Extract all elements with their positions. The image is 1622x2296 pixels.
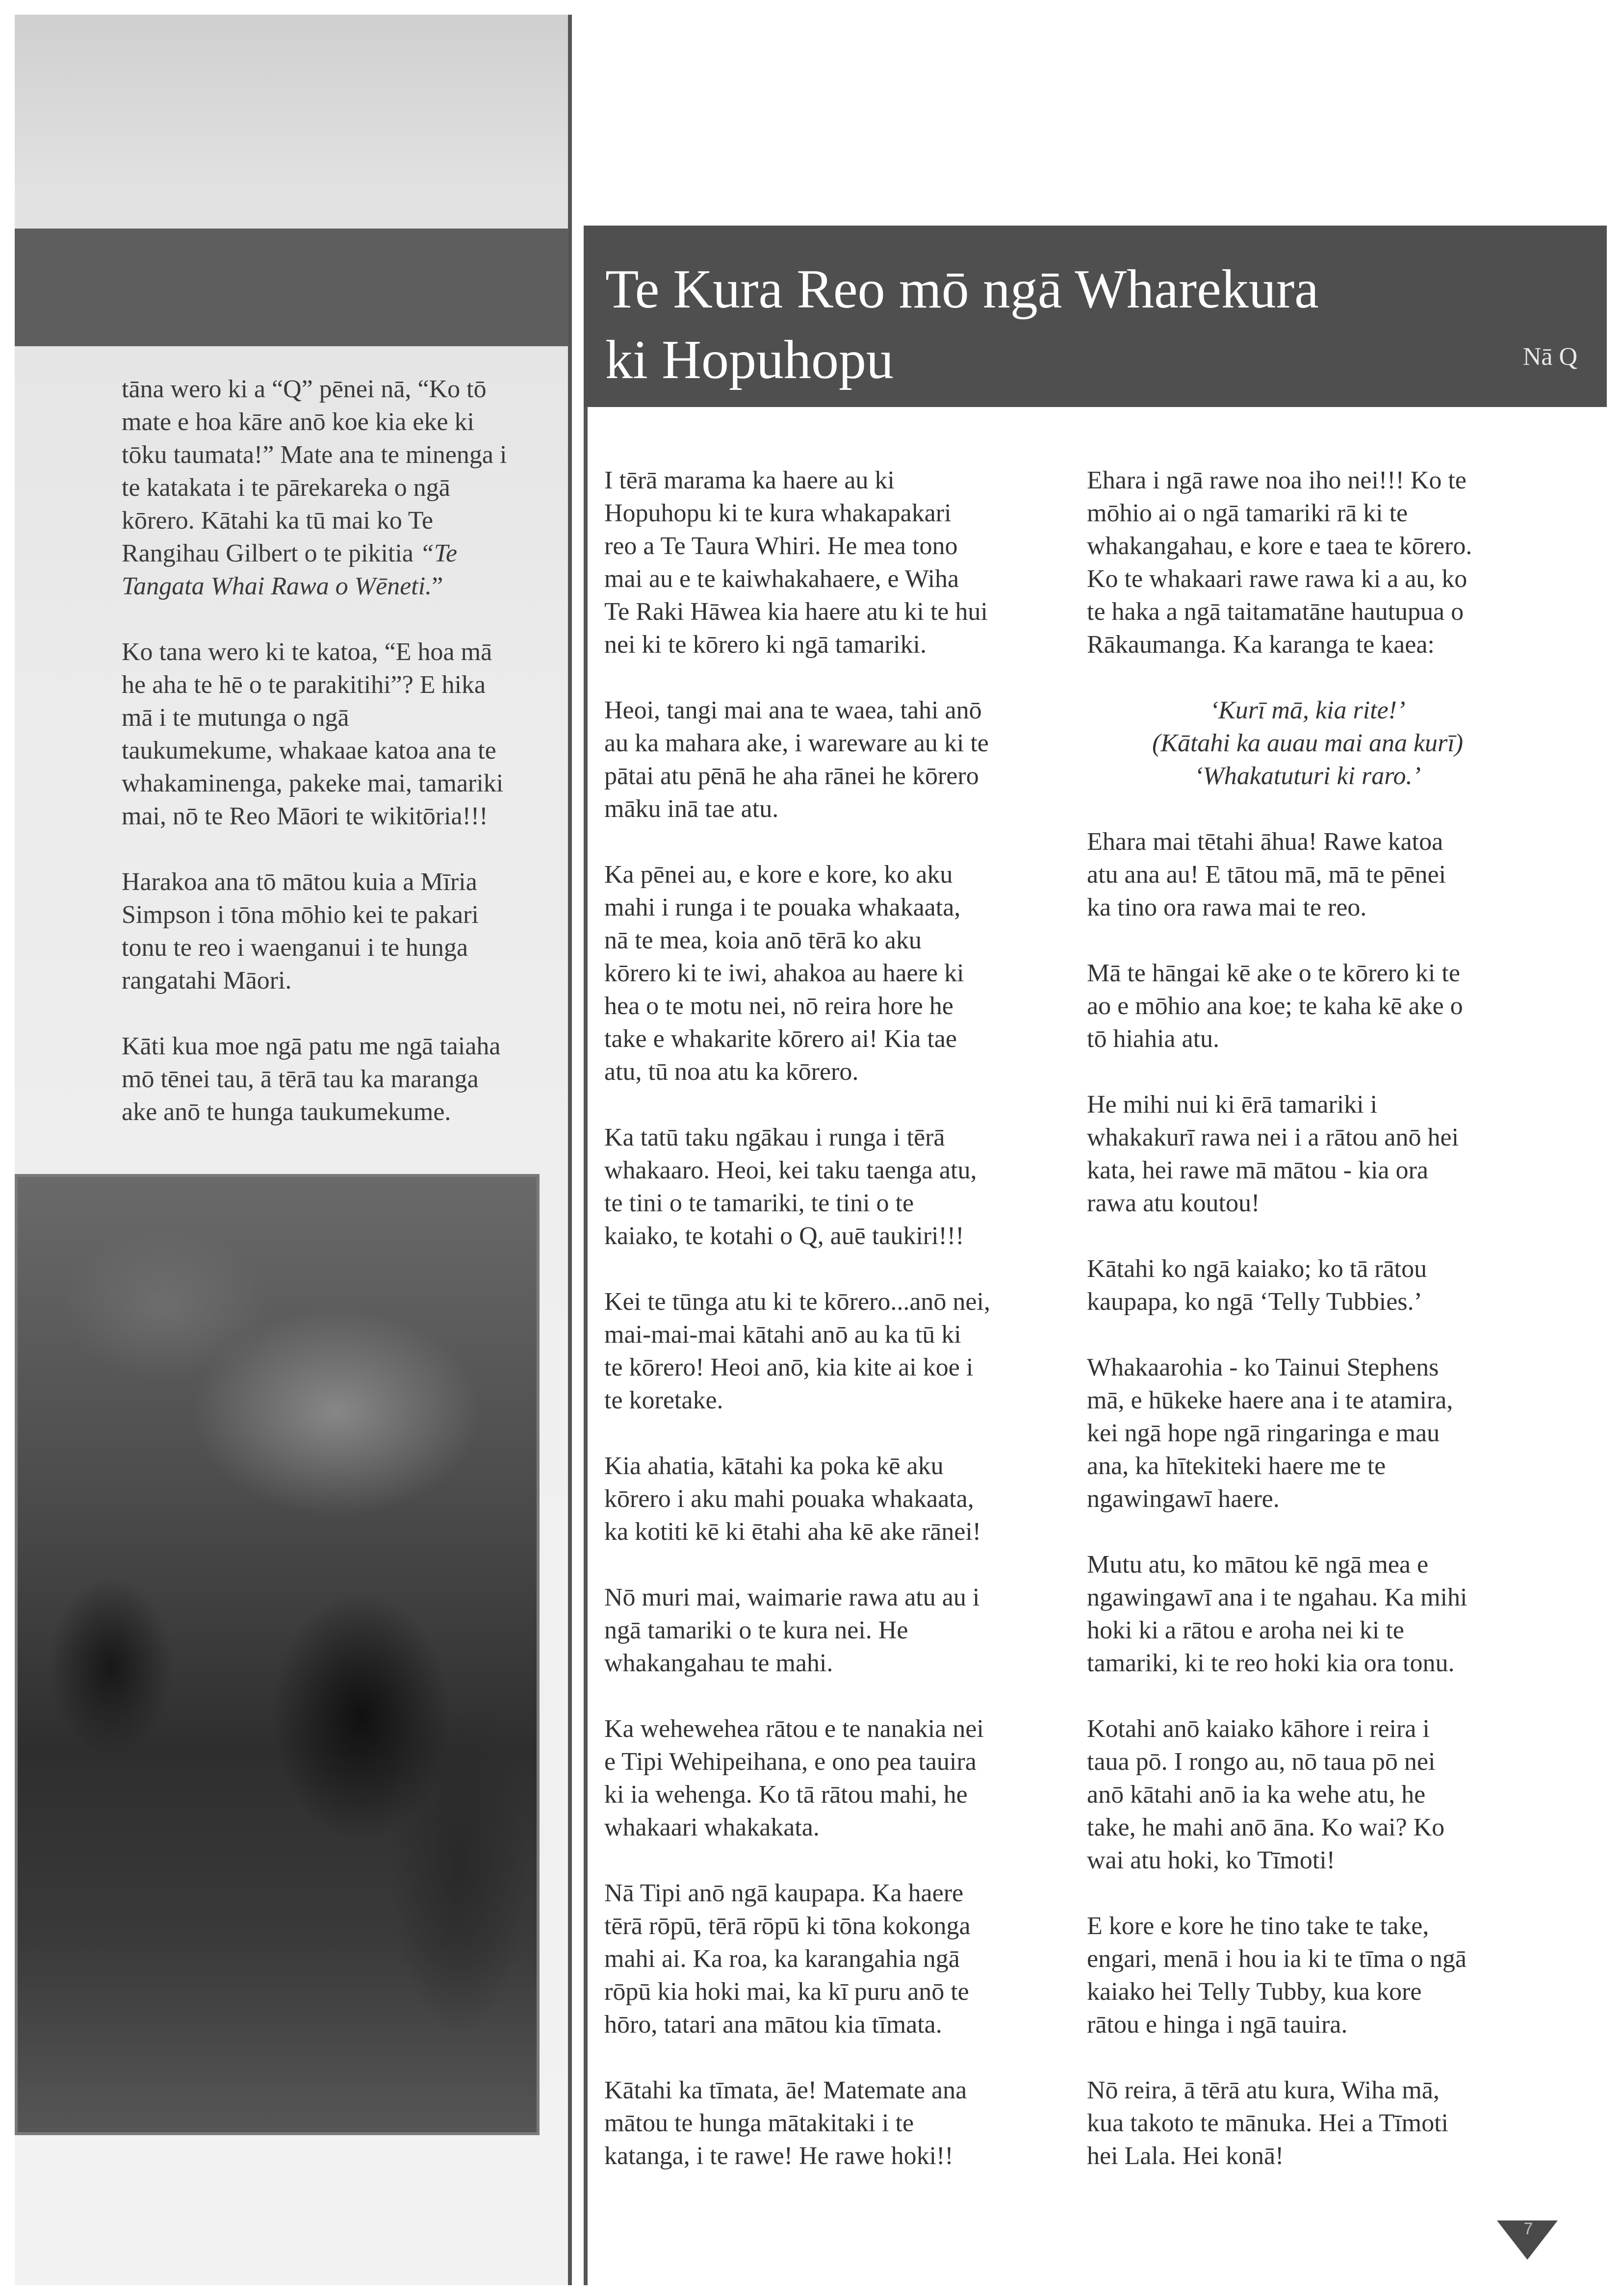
article-column-1 bbox=[604, 464, 1046, 2205]
article-paragraph: Nā Tipi anō ngā kaupapa. Ka haere tērā rōpū, tērā rōpū ki tōna kokonga mahi ai. Ka roa, ka karangahia ngā rōpū kia hoki mai, ka kī puru anō te hōro, tatari ana mātou kia tīmata. bbox=[604, 1879, 971, 2039]
article-paragraph: Kātahi ka tīmata, āe! Matemate ana mātou te hunga mātakitaki i te katanga, i te rawe! He rawe hoki!! bbox=[604, 2076, 967, 2170]
article-paragraph: Nō reira, ā tērā atu kura, Wiha mā, kua takoto te mānuka. Hei a Tīmoti hei Lala. Hei konā! bbox=[1087, 2076, 1448, 2170]
article-paragraph: Whakaarohia - ko Tainui Stephens mā, e hūkeke haere ana i te atamira, kei ngā hope ngā ringaringa e mau ana, ka hītekiteki haere me te ngawingawī haere. bbox=[1087, 1353, 1453, 1513]
article-paragraph: Ehara mai tētahi āhua! Rawe katoa atu ana au! E tātou mā, mā te pēnei ka tino ora rawa mai te reo. bbox=[1087, 828, 1446, 921]
film-title: “Te Tangata Whai Rawa o Wēneti. bbox=[122, 539, 458, 600]
left-paragraph-text: tāna wero ki a “Q” pēnei nā, “Ko tō mate e hoa kāre anō koe kia eke ki tōku taumata!” Mate ana te minenga i te katakata i te pārekareka o ngā kōrero. Kātahi ka tū mai ko Te Rangihau Gilbert o te pikitia bbox=[122, 375, 507, 567]
article-paragraph: Ehara i ngā rawe noa iho nei!!! Ko te mōhio ai o ngā tamariki rā ki te whakangahau, e kore e taea te kōrero. Ko te whakaari rawe rawa ki a au, ko te haka a ngā taitamatāne hautupua o Rākaumanga. Ka karanga te kaea: bbox=[1087, 466, 1472, 659]
left-column-text bbox=[122, 373, 553, 1128]
performance-photo bbox=[15, 1174, 540, 2135]
left-paragraph-text: ” bbox=[432, 572, 443, 600]
article-paragraph: Ka wehewehea rātou e te nanakia nei e Tipi Wehipeihana, e ono pea tauira ki ia wehenga. Ko tā rātou mahi, he whakaari whakakata. bbox=[604, 1715, 984, 1841]
page-number: 7 bbox=[1523, 2219, 1533, 2238]
left-paragraph: Kāti kua moe ngā patu me ngā taiaha mō tēnei tau, ā tērā tau ka maranga ake anō te hunga taukumekume. bbox=[122, 1032, 501, 1126]
article-byline: Nā Q bbox=[1522, 343, 1577, 371]
left-paragraph: Ko tana wero ki te katoa, “E hoa mā he aha te hē o te parakitihi”? E hika mā i te mutunga o ngā taukumekume, whakaae katoa ana te whakaminenga, pakeke mai, tamariki mai, nō te Reo Māori te wikitōria!!! bbox=[122, 638, 504, 830]
column-divider bbox=[584, 407, 588, 2285]
haka-line: (Kātahi ka auau mai ana kurī) bbox=[1152, 729, 1464, 757]
article-paragraph: Kātahi ko ngā kaiako; ko tā rātou kaupapa, ko ngā ‘Telly Tubbies.’ bbox=[1087, 1255, 1427, 1316]
article-paragraph: Kei te tūnga atu ki te kōrero...anō nei, mai-mai-mai kātahi anō au ka tū ki te kōrero! Heoi anō, kia kite ai koe i te koretake. bbox=[604, 1288, 990, 1414]
haka-line: ‘Kurī mā, kia rite!’ bbox=[1210, 696, 1406, 724]
left-paragraph: Harakoa ana tō mātou kuia a Mīria Simpson i tōna mōhio kei te pakari tonu te reo i waenganui i te hunga rangatahi Māori. bbox=[122, 868, 479, 995]
article-paragraph: Mutu atu, ko mātou kē ngā mea e ngawingawī ana i te ngahau. Ka mihi hoki ki a rātou e aroha nei ki te tamariki, ki te reo hoki kia ora tonu. bbox=[1087, 1551, 1468, 1677]
article-paragraph: Kotahi anō kaiako kāhore i reira i taua pō. I rongo au, nō taua pō nei anō kātahi anō ia ka wehe atu, he take, he mahi anō āna. Ko wai? Ko wai atu hoki, ko Tīmoti! bbox=[1087, 1715, 1445, 1874]
article-paragraph: Ka pēnei au, e kore e kore, ko aku mahi i runga i te pouaka whakaata, nā te mea, koia anō tērā ko aku kōrero ki te iwi, ahakoa au haere ki hea o te motu nei, nō reira hore he take e whakarite kōrero ai! Kia tae atu, tū noa atu ka kōrero. bbox=[604, 861, 964, 1086]
article-title: Te Kura Reo mō ngā Wharekura ki Hopuhopu bbox=[605, 259, 1319, 390]
left-header-bar bbox=[15, 229, 568, 346]
article-column-2 bbox=[1087, 464, 1528, 2205]
article-header bbox=[584, 226, 1607, 407]
article-paragraph: I tērā marama ka haere au ki Hopuhopu ki te kura whakapakari reo a Te Taura Whiri. He mea tono mai au e te kaiwhakahaere, e Wiha Te Raki Hāwea kia haere atu ki te hui nei ki te kōrero ki ngā tamariki. bbox=[604, 466, 988, 659]
article-paragraph: Heoi, tangi mai ana te waea, tahi anō au ka mahara ake, i wareware au ki te pātai atu pēnā he aha rānei he kōrero māku inā tae atu. bbox=[604, 696, 989, 823]
column-2-paragraphs bbox=[1087, 825, 1528, 2172]
article-paragraph: E kore e kore he tino take te take, engari, menā i hou ia ki te tīma o ngā kaiako hei Telly Tubby, kua kore rātou e hinga i ngā tauira. bbox=[1087, 1912, 1467, 2039]
article-paragraph: Kia ahatia, kātahi ka poka kē aku kōrero i aku mahi pouaka whakaata, ka kotiti kē ki ētahi aha kē ake rānei! bbox=[604, 1452, 981, 1546]
article-paragraph: Ka tatū taku ngākau i runga i tērā whakaaro. Heoi, kei taku taenga atu, te tini o te tamariki, te tini o te kaiako, te kotahi o Q, auē taukiri!!! bbox=[604, 1123, 977, 1250]
article-paragraph: He mihi nui ki ērā tamariki i whakakurī rawa nei i a rātou anō hei kata, hei rawe mā mātou - kia ora rawa atu koutou! bbox=[1087, 1091, 1459, 1217]
article-paragraph: Mā te hāngai kē ake o te kōrero ki te ao e mōhio ana koe; te kaha kē ake o tō hiahia atu. bbox=[1087, 959, 1463, 1053]
article-paragraph: Nō muri mai, waimarie rawa atu au i ngā tamariki o te kura nei. He whakangahau te mahi. bbox=[604, 1583, 980, 1677]
haka-call bbox=[1087, 694, 1528, 792]
left-paragraph bbox=[122, 373, 553, 603]
haka-line: ‘Whakatuturi ki raro.’ bbox=[1194, 762, 1421, 790]
